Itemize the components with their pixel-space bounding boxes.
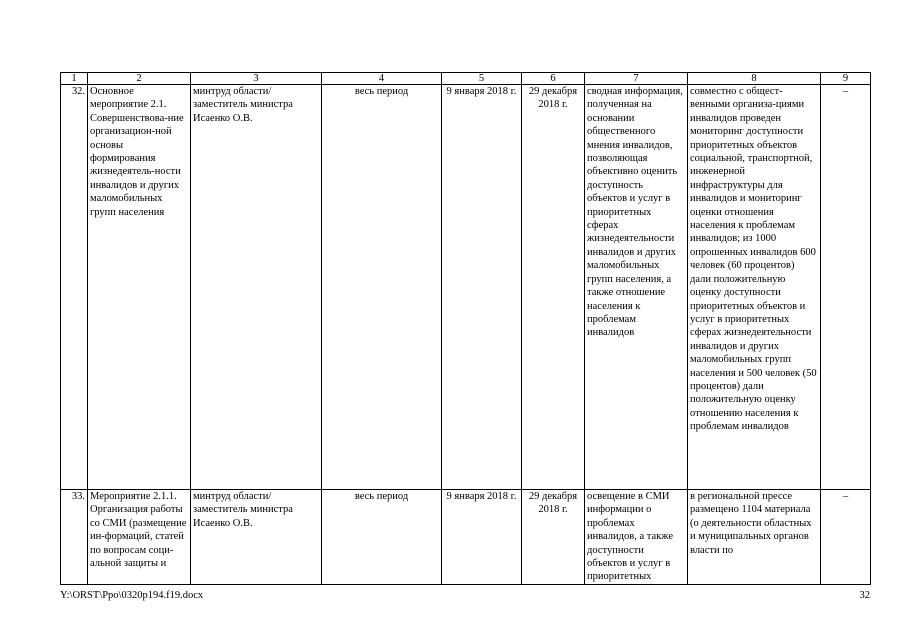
activity-name: Основное мероприятие 2.1. Совершенствова-ние организацион-ной основы формирования жизнедеятель-ности инвалидов и других маломобильных групп населения [88, 85, 191, 490]
column-number: 5 [442, 73, 522, 85]
report-table [60, 72, 871, 585]
column-number: 8 [688, 73, 821, 85]
column-number: 1 [61, 73, 88, 85]
end-date: 29 декабря 2018 г. [522, 85, 585, 490]
column-number: 7 [585, 73, 688, 85]
column-number: 3 [191, 73, 322, 85]
note: – [821, 490, 871, 585]
actual-result: совместно с общест-венными организа-циями инвалидов проведен мониторинг доступности приоритетных объектов социальной, транспортной, инженерной инфраструктуры для инвалидов и мониторинг оценки отношения населения к проблемам инвалидов; из 1000 опрошенных инвалидов 600 человек (60 процентов) дали положительную оценку доступности приоритетных объектов и услуг в приоритетных сферах жизнедеятельности инвалидов и других маломобильных групп населения и 500 человек (50 процентов) дали положительную оценку отношению населения к проблемам инвалидов [688, 85, 821, 490]
table-row [61, 85, 871, 490]
implementation-period: весь период [322, 85, 442, 490]
expected-result: освещение в СМИ информации о проблемах инвалидов, а также доступности объектов и услуг в приоритетных [585, 490, 688, 585]
actual-result: в региональной прессе размещено 1104 материала (о деятельности областных и муниципальных органов власти по [688, 490, 821, 585]
end-date: 29 декабря 2018 г. [522, 490, 585, 585]
expected-result: сводная информация, полученная на основании общественного мнения инвалидов, позволяющая объективно оценить доступность объектов и услуг в приоритетных сферах жизнедеятельности инвалидов и других маломобильных групп населения, а также отношение населения к проблемам инвалидов [585, 85, 688, 490]
file-path: Y:\ORST\Ppo\0320p194.f19.docx [60, 590, 204, 601]
start-date: 9 января 2018 г. [442, 490, 522, 585]
row-number: 33. [61, 490, 88, 585]
responsible-executor: минтруд области/ заместитель министра Исаенко О.В. [191, 490, 322, 585]
start-date: 9 января 2018 г. [442, 85, 522, 490]
column-number: 6 [522, 73, 585, 85]
row-number: 32. [61, 85, 88, 490]
responsible-executor: минтруд области/ заместитель министра Исаенко О.В. [191, 85, 322, 490]
table-row [61, 490, 871, 585]
column-number: 4 [322, 73, 442, 85]
column-number-row [61, 73, 871, 85]
column-number: 2 [88, 73, 191, 85]
column-number: 9 [821, 73, 871, 85]
activity-name: Мероприятие 2.1.1. Организация работы со СМИ (размещение ин-формаций, статей по вопросам соци-альной защиты и [88, 490, 191, 585]
page-number: 32 [859, 590, 870, 601]
note: – [821, 85, 871, 490]
implementation-period: весь период [322, 490, 442, 585]
